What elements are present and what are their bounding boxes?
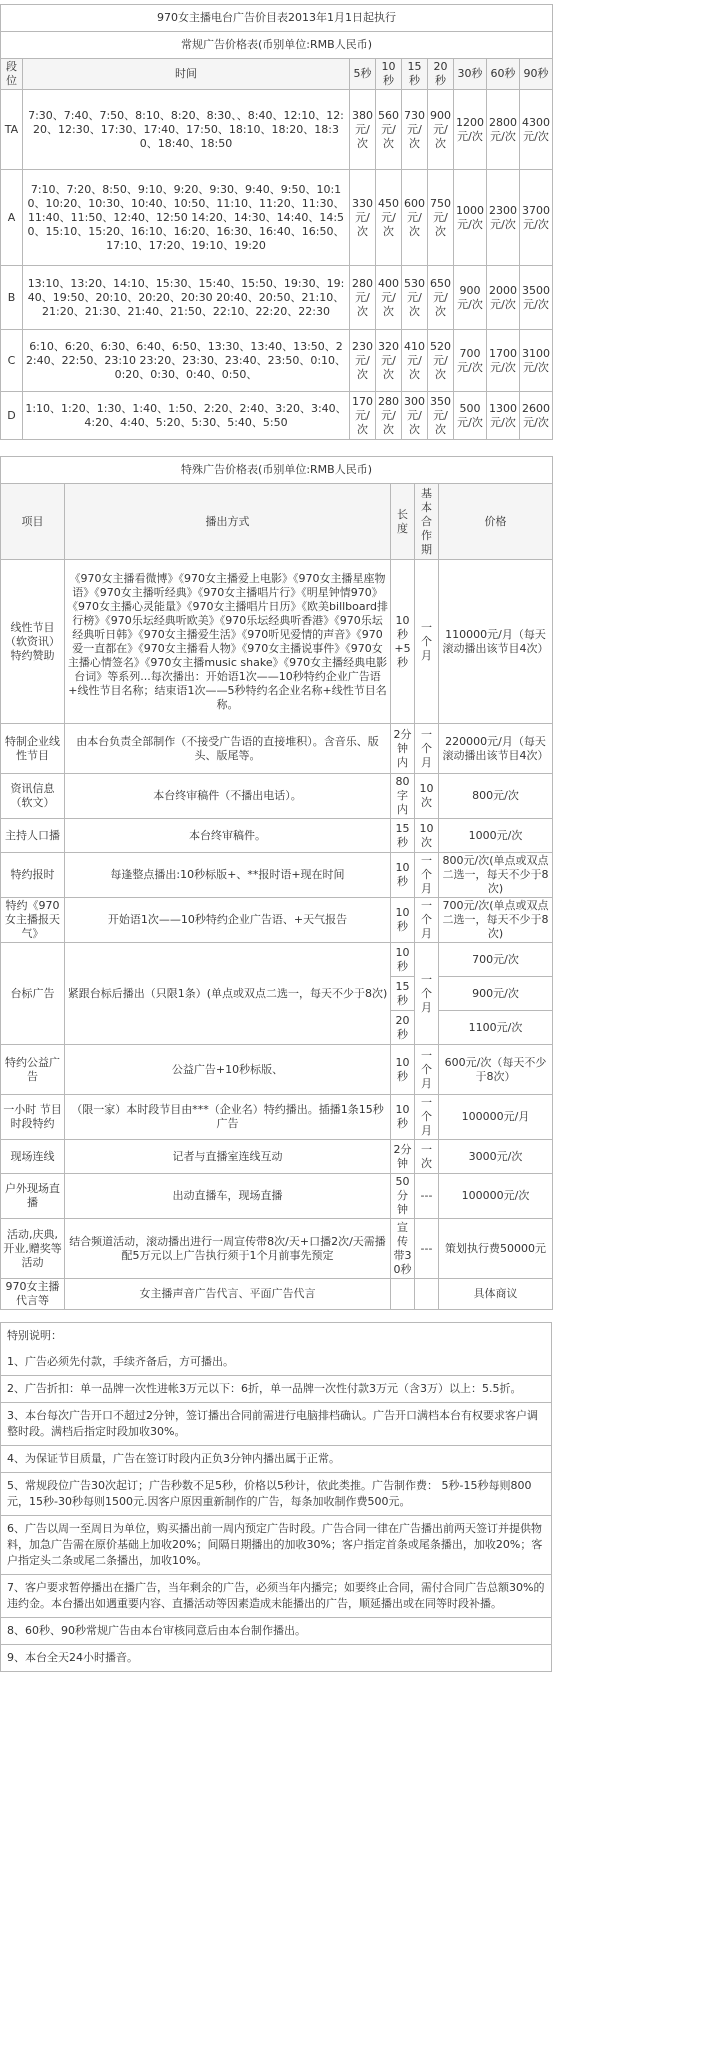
regular-row <box>1 170 553 266</box>
price-cell: 750元/次 <box>428 170 454 266</box>
method-cell: 女主播声音广告代言、平面广告代言 <box>65 1279 391 1310</box>
price-cell: 330元/次 <box>350 170 376 266</box>
length-cell: 10秒 <box>391 853 415 898</box>
special-col-header: 价格 <box>439 484 553 560</box>
item-cell: 户外现场直播 <box>1 1174 65 1219</box>
regular-row <box>1 330 553 392</box>
regular-col-header: 15秒 <box>402 59 428 90</box>
period-cell: 一个月 <box>415 853 439 898</box>
special-col-header: 项目 <box>1 484 65 560</box>
item-cell: 主持人口播 <box>1 819 65 853</box>
regular-col-header: 段位 <box>1 59 23 90</box>
price-cell: 900元/次 <box>454 266 487 330</box>
price-cell: 1100元/次 <box>439 1011 553 1045</box>
item-cell: 特约报时 <box>1 853 65 898</box>
price-cell: 700元/次 <box>439 943 553 977</box>
item-cell: 特约《970女主播报天气》 <box>1 898 65 943</box>
item-cell: 一小时 节目时段特约 <box>1 1095 65 1140</box>
price-cell: 300元/次 <box>402 392 428 440</box>
price-cell: 1000元/次 <box>439 819 553 853</box>
period-cell: 10次 <box>415 774 439 819</box>
period-cell <box>415 1279 439 1310</box>
note-item: 8、60秒、90秒常规广告由本台审核同意后由本台制作播出。 <box>1 1617 551 1644</box>
price-cell: 具体商议 <box>439 1279 553 1310</box>
regular-price-table <box>0 4 553 440</box>
note-item: 9、本台全天24小时播音。 <box>1 1644 551 1671</box>
method-cell: 结合频道活动，滚动播出进行一周宣传带8次/天+口播2次/天需播配5万元以上广告执行须于1个月前事先预定 <box>65 1219 391 1279</box>
note-item: 3、本台每次广告开口不超过2分钟，签订播出合同前需进行电脑排档确认。广告开口满档本台有权要求客户调整时段。满档后指定时段加收30%。 <box>1 1402 551 1445</box>
special-col-header: 基本合作期 <box>415 484 439 560</box>
special-row <box>1 898 553 943</box>
special-row <box>1 943 553 977</box>
special-row <box>1 1219 553 1279</box>
price-cell: 230元/次 <box>350 330 376 392</box>
length-cell: 10秒 <box>391 943 415 977</box>
price-cell: 530元/次 <box>402 266 428 330</box>
time-slots-cell: 1:10、1:20、1:30、1:40、1:50、2:20、2:40、3:20、3:40、4:20、4:40、5:20、5:30、5:40、5:50 <box>23 392 350 440</box>
length-cell: 15秒 <box>391 977 415 1011</box>
regular-header-row <box>1 59 553 90</box>
period-cell: 10次 <box>415 819 439 853</box>
price-cell: 800元/次 <box>439 774 553 819</box>
special-header-row <box>1 484 553 560</box>
special-row <box>1 1279 553 1310</box>
length-cell: 2分钟 <box>391 1140 415 1174</box>
regular-col-header: 20秒 <box>428 59 454 90</box>
special-row <box>1 853 553 898</box>
time-slots-cell: 6:10、6:20、6:30、6:40、6:50、13:30、13:40、13:50、22:40、22:50、23:10 23:20、23:30、23:40、23:50、0:10、0:20、0:30、0:40、0:50、 <box>23 330 350 392</box>
price-cell: 520元/次 <box>428 330 454 392</box>
price-cell: 170元/次 <box>350 392 376 440</box>
period-cell: 一次 <box>415 1140 439 1174</box>
price-cell: 400元/次 <box>376 266 402 330</box>
item-cell: 特约公益广告 <box>1 1045 65 1095</box>
period-cell: 一个月 <box>415 943 439 1045</box>
length-cell: 宣传带30秒 <box>391 1219 415 1279</box>
price-cell: 380元/次 <box>350 90 376 170</box>
special-notes <box>0 1322 552 1672</box>
price-list-page <box>0 4 552 1672</box>
method-cell: 开始语1次——10秒特约企业广告语、+天气报告 <box>65 898 391 943</box>
segment-cell: D <box>1 392 23 440</box>
price-cell: 600元/次 <box>402 170 428 266</box>
length-cell: 50分钟 <box>391 1174 415 1219</box>
special-table-body <box>1 560 553 1310</box>
note-item: 5、常规段位广告30次起订；广告秒数不足5秒，价格以5秒计，依此类推。广告制作费： 5秒-15秒每则800元，15秒-30秒每则1500元.因客户原因重新制作的广告，每条加收制作费500元。 <box>1 1472 551 1515</box>
note-item: 1、广告必须先付款，手续齐备后，方可播出。 <box>7 1355 234 1368</box>
regular-row <box>1 266 553 330</box>
method-cell: 《970女主播看微博》《970女主播爱上电影》《970女主播星座物语》《970女主播听经典》《970女主播唱片行》《明星钟情970》《970女主播心灵能量》《970女主播唱片日历》《欧美billboard排行榜》《970乐坛经典听欧美》《970乐坛经典听香港》《970乐坛经典听日韩》《970女主播爱生活》《970听见爱情的声音》《970爱一直都在》《970女主播看人物》《970女主播说事件》《970女主播心情签名》《970女主播music shake》《970女主播经典电影台词》等系列...每次播出：开始语1次——10秒特约企业广告语+线性节目名称；结束语1次——5秒特约名企业名称+线性节目名称。 <box>65 560 391 724</box>
special-row <box>1 819 553 853</box>
item-cell: 970女主播代言等 <box>1 1279 65 1310</box>
price-cell: 110000元/月（每天滚动播出该节目4次） <box>439 560 553 724</box>
price-cell: 3100元/次 <box>520 330 553 392</box>
special-row <box>1 560 553 724</box>
price-cell: 320元/次 <box>376 330 402 392</box>
method-cell: 每逢整点播出:10秒标版+、**报时语+现在时间 <box>65 853 391 898</box>
period-cell: 一个月 <box>415 898 439 943</box>
item-cell: 资讯信息（软文） <box>1 774 65 819</box>
special-row <box>1 774 553 819</box>
method-cell: 本台终审稿件（不播出电话）。 <box>65 774 391 819</box>
length-cell <box>391 1279 415 1310</box>
special-row <box>1 1045 553 1095</box>
regular-col-header: 90秒 <box>520 59 553 90</box>
segment-cell: C <box>1 330 23 392</box>
price-cell: 4300元/次 <box>520 90 553 170</box>
price-cell: 3500元/次 <box>520 266 553 330</box>
price-cell: 1200元/次 <box>454 90 487 170</box>
price-cell: 策划执行费50000元 <box>439 1219 553 1279</box>
page-title: 970女主播电台广告价目表2013年1月1日起执行 <box>1 5 553 32</box>
price-cell: 700元/次 <box>454 330 487 392</box>
method-cell: 由本台负责全部制作（不接受广告语的直接堆积）。含音乐、版头、版尾等。 <box>65 724 391 774</box>
price-cell: 900元/次 <box>428 90 454 170</box>
item-cell: 活动,庆典,开业,赠奖等活动 <box>1 1219 65 1279</box>
period-cell: --- <box>415 1174 439 1219</box>
regular-col-header: 60秒 <box>487 59 520 90</box>
method-cell: （限一家）本时段节目由***（企业名）特约播出。插播1条15秒广告 <box>65 1095 391 1140</box>
special-col-header: 长度 <box>391 484 415 560</box>
length-cell: 10秒+5秒 <box>391 560 415 724</box>
special-table-title: 特殊广告价格表(币别单位:RMB人民币) <box>1 457 553 484</box>
special-row <box>1 724 553 774</box>
special-row <box>1 1140 553 1174</box>
note-item: 2、广告折扣：单一品牌一次性进帐3万元以下：6折，单一品牌一次性付款3万元（含3万）以上：5.5折。 <box>1 1375 551 1402</box>
special-price-table <box>0 456 553 1310</box>
price-cell: 100000元/次 <box>439 1174 553 1219</box>
price-cell: 3700元/次 <box>520 170 553 266</box>
segment-cell: A <box>1 170 23 266</box>
period-cell: 一个月 <box>415 1095 439 1140</box>
price-cell: 410元/次 <box>402 330 428 392</box>
length-cell: 10秒 <box>391 898 415 943</box>
note-item: 4、为保证节目质量，广告在签订时段内正负3分钟内播出属于正常。 <box>1 1445 551 1472</box>
item-cell: 特制企业线性节目 <box>1 724 65 774</box>
regular-row <box>1 90 553 170</box>
price-cell: 1300元/次 <box>487 392 520 440</box>
price-cell: 900元/次 <box>439 977 553 1011</box>
period-cell: --- <box>415 1219 439 1279</box>
special-row <box>1 1095 553 1140</box>
price-cell: 730元/次 <box>402 90 428 170</box>
regular-col-header: 30秒 <box>454 59 487 90</box>
price-cell: 1000元/次 <box>454 170 487 266</box>
price-cell: 280元/次 <box>376 392 402 440</box>
time-slots-cell: 7:10、7:20、8:50、9:10、9:20、9:30、9:40、9:50、10:10、10:20、10:30、10:40、10:50、11:10、11:20、11:30、11:40、11:50、12:40、12:50 14:20、14:30、14:40、14:50、15:10、15:20、16:10、16:20、16:30、16:40、16:50、17:10、17:20、19:10、19:20 <box>23 170 350 266</box>
price-cell: 2300元/次 <box>487 170 520 266</box>
price-cell: 220000元/月（每天滚动播出该节目4次） <box>439 724 553 774</box>
regular-col-header: 时间 <box>23 59 350 90</box>
price-cell: 2800元/次 <box>487 90 520 170</box>
price-cell: 450元/次 <box>376 170 402 266</box>
regular-col-header: 5秒 <box>350 59 376 90</box>
time-slots-cell: 13:10、13:20、14:10、15:30、15:40、15:50、19:30、19:40、19:50、20:10、20:20、20:30 20:40、20:50、21:10、21:20、21:30、21:40、21:50、22:10、22:20、22:30 <box>23 266 350 330</box>
length-cell: 10秒 <box>391 1045 415 1095</box>
method-cell: 公益广告+10秒标版、 <box>65 1045 391 1095</box>
price-cell: 2600元/次 <box>520 392 553 440</box>
length-cell: 20秒 <box>391 1011 415 1045</box>
price-cell: 280元/次 <box>350 266 376 330</box>
price-cell: 700元/次(单点或双点二选一，每天不少于8次) <box>439 898 553 943</box>
item-cell: 现场连线 <box>1 1140 65 1174</box>
regular-table-title: 常规广告价格表(币别单位:RMB人民币) <box>1 32 553 59</box>
special-row <box>1 1174 553 1219</box>
segment-cell: TA <box>1 90 23 170</box>
segment-cell: B <box>1 266 23 330</box>
method-cell: 紧跟台标后播出（只限1条）(单点或双点二选一，每天不少于8次) <box>65 943 391 1045</box>
note-item: 7、客户要求暂停播出在播广告，当年剩余的广告，必须当年内播完；如要终止合同，需付合同广告总额30%的违约金。本台播出如遇重要内容、直播活动等因素造成未能播出的广告，顺延播出或在同等时段补播。 <box>1 1574 551 1617</box>
method-cell: 本台终审稿件。 <box>65 819 391 853</box>
notes-list <box>1 1349 551 1671</box>
length-cell: 2分钟内 <box>391 724 415 774</box>
length-cell: 80字内 <box>391 774 415 819</box>
price-cell: 800元/次(单点或双点二选一，每天不少于8次) <box>439 853 553 898</box>
period-cell: 一个月 <box>415 560 439 724</box>
length-cell: 15秒 <box>391 819 415 853</box>
special-col-header: 播出方式 <box>65 484 391 560</box>
price-cell: 2000元/次 <box>487 266 520 330</box>
time-slots-cell: 7:30、7:40、7:50、8:10、8:20、8:30、、8:40、12:10、12:20、12:30、17:30、17:40、17:50、18:10、18:20、18:30、18:40、18:50 <box>23 90 350 170</box>
price-cell: 560元/次 <box>376 90 402 170</box>
note-item: 6、广告以周一至周日为单位，购买播出前一周内预定广告时段。广告合同一律在广告播出前两天签订并提供物料，加急广告需在原价基础上加收20%；间隔日期播出的加收30%；客户指定首条或尾条播出，加收20%；客户指定头二条或尾二条播出，加收10%。 <box>1 1515 551 1574</box>
item-cell: 线性节目（软资讯）特约赞助 <box>1 560 65 724</box>
length-cell: 10秒 <box>391 1095 415 1140</box>
price-cell: 600元/次（每天不少于8次） <box>439 1045 553 1095</box>
price-cell: 650元/次 <box>428 266 454 330</box>
price-cell: 350元/次 <box>428 392 454 440</box>
method-cell: 出动直播车，现场直播 <box>65 1174 391 1219</box>
notes-title: 特别说明： <box>7 1329 62 1342</box>
method-cell: 记者与直播室连线互动 <box>65 1140 391 1174</box>
price-cell: 100000元/月 <box>439 1095 553 1140</box>
price-cell: 1700元/次 <box>487 330 520 392</box>
regular-col-header: 10秒 <box>376 59 402 90</box>
period-cell: 一个月 <box>415 724 439 774</box>
item-cell: 台标广告 <box>1 943 65 1045</box>
regular-row <box>1 392 553 440</box>
price-cell: 500元/次 <box>454 392 487 440</box>
price-cell: 3000元/次 <box>439 1140 553 1174</box>
regular-table-body <box>1 90 553 440</box>
period-cell: 一个月 <box>415 1045 439 1095</box>
